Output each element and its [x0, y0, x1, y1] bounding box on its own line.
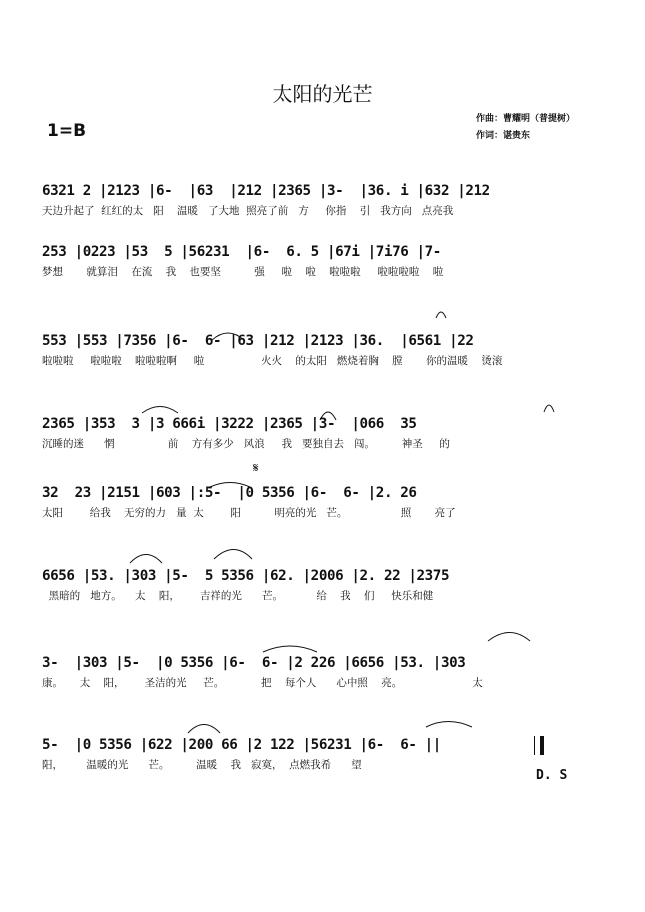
notation-line: 3- |303 |5- |0 5356 |6- 6- |2 226 |6656 |53. |303 — [42, 655, 466, 671]
notation-line: 5- |0 5356 |622 |200 66 |2 122 |56231 |6- 6- || — [42, 737, 441, 753]
lyrics-line: 阳， 温暖的光 芒。 温暖 我 寂寞， 点燃我希 望 — [42, 759, 362, 771]
segno-sign: 𝄋 — [253, 461, 259, 476]
slur-arc — [130, 555, 162, 564]
notation-line: 253 |0223 |53 5 |56231 |6- 6. 5 |67i |7i76 |7- — [42, 244, 441, 260]
lyrics-line: 太阳 给我 无穷的力 量 太 阳 明亮的光 芒。 照 亮了 — [42, 507, 456, 519]
slur-arc — [188, 725, 220, 734]
notation-line: 6321 2 |2123 |6- |63 |212 |2365 |3- |36. i |632 |212 — [42, 183, 490, 199]
lyricist-credit: 作词：谌贵东 — [476, 131, 531, 141]
notation-line: 32 23 |2151 |603 |:5- |0 5356 |6- 6- |2. 26 — [42, 485, 417, 501]
slur-arc — [426, 722, 472, 728]
composer-credit: 作曲：曹耀明（普提树） — [476, 114, 576, 124]
slur-arc — [436, 312, 446, 318]
lyrics-line: 啦啦啦 啦啦啦 啦啦啦啊 啦 火火 的太阳 燃烧着胸 膛 你的温暖 烫滚 — [42, 355, 503, 367]
lyrics-line: 天边升起了 红红的太 阳 温暖 了大地 照亮了前 方 你指 引 我方向 点亮我 — [42, 205, 454, 217]
lyrics-line: 黑暗的 地方。 太 阳， 吉祥的光 芒。 给 我 们 快乐和健 — [42, 590, 434, 602]
song-title: 太阳的光芒 — [272, 82, 373, 106]
dal-segno-mark: D. S — [536, 768, 568, 783]
notation-line: 6656 |53. |303 |5- 5 5356 |62. |2006 |2. 22 |2375 — [42, 568, 450, 584]
slur-arc — [488, 633, 530, 642]
key-signature: 1=B — [47, 121, 87, 141]
final-barline-thin — [534, 736, 535, 755]
lyrics-line: 康。 太 阳， 圣洁的光 芒。 把 每个人 心中照 亮。 太 — [42, 677, 483, 689]
notation-line: 2365 |353 3 |3 666i |3222 |2365 |3- |066 35 — [42, 416, 417, 432]
slur-arc — [544, 405, 554, 412]
lyrics-line: 沉睡的迷 惘 前 方有多少 风浪 我 要独自去 闯。 神圣 的 — [42, 438, 450, 450]
lyrics-line: 梦想 就算泪 在流 我 也要坚 强 啦 啦 啦啦啦 啦啦啦啦 啦 — [42, 266, 444, 278]
notation-line: 553 |553 |7356 |6- 6- |63 |212 |2123 |36. |6561 |22 — [42, 333, 474, 349]
slur-arc — [214, 550, 252, 560]
final-barline-thick — [540, 736, 544, 755]
